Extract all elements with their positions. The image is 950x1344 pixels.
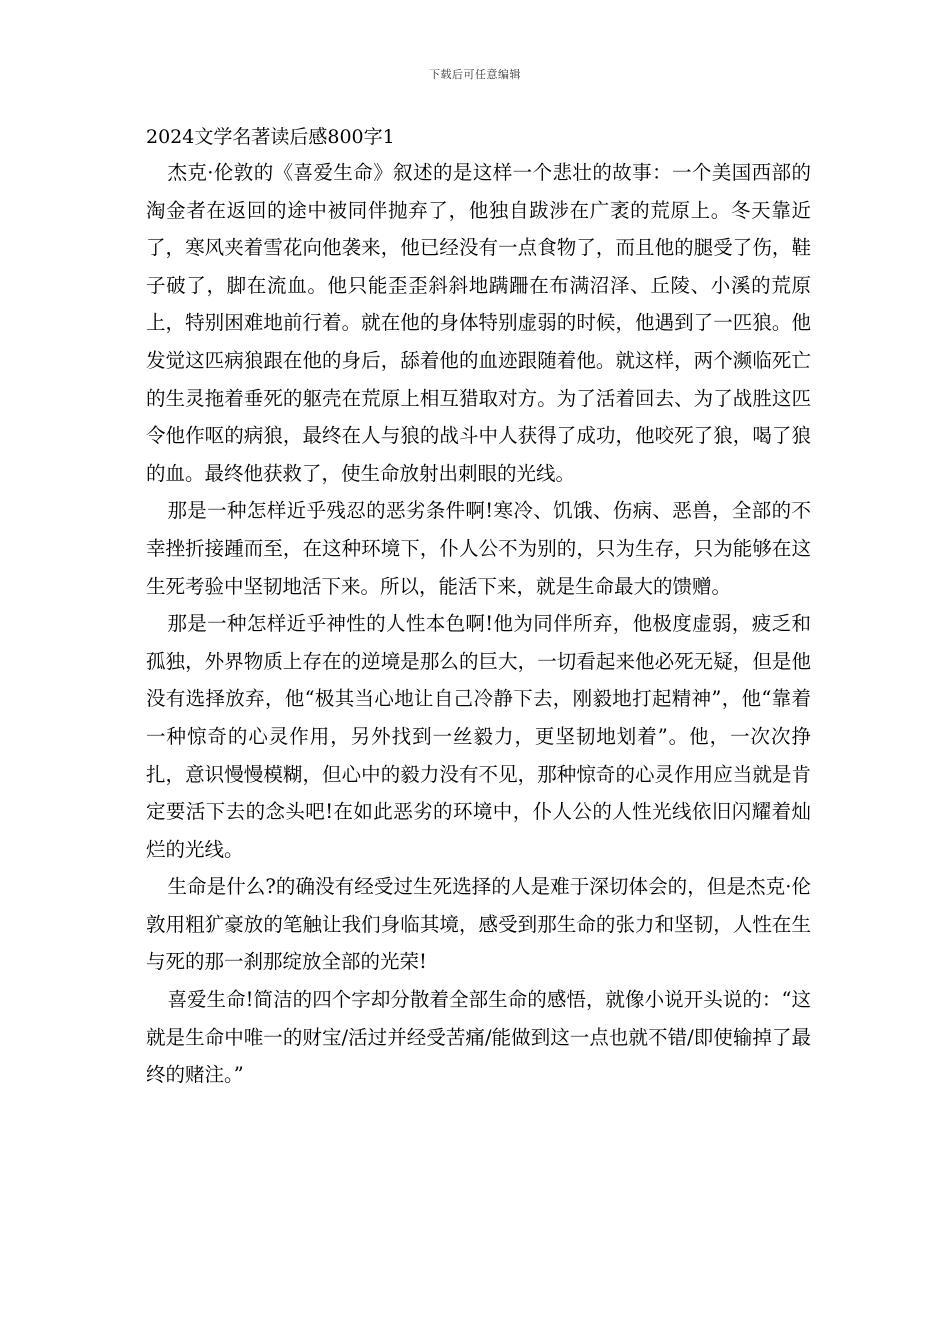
- paragraph-4: 生命是什么?的确没有经受过生死选择的人是难于深切体会的，但是杰克·伦敦用粗犷豪放的笔触让我们身临其境，感受到那生命的张力和坚韧，人性在生与死的那一刹那绽放全部的光荣!: [146, 875, 811, 974]
- paragraph-3: 那是一种怎样近乎神性的人性本色啊!他为同伴所弃，他极度虚弱，疲乏和孤独，外界物质上存在的逆境是那么的巨大，一切看起来他必死无疑，但是他没有选择放弃，他“极其当心地让自己冷静下去，刚毅地打起精神”，他“靠着一种惊奇的心灵作用，另外找到一丝毅力，更坚韧地划着”。他，一次次挣扎，意识慢慢模糊，但心中的毅力没有不见，那种惊奇的心灵作用应当就是肯定要活下去的念头吧!在如此恶劣的环境中，仆人公的人性光线依旧闪耀着灿烂的光线。: [146, 612, 811, 861]
- document-body: [146, 120, 811, 1094]
- paragraph-5: 喜爱生命!简洁的四个字却分散着全部生命的感悟，就像小说开头说的：“这就是生命中唯一的财宝/活过并经受苦痛/能做到这一点也就不错/即使输掉了最终的赌注。”: [146, 988, 811, 1087]
- document-title: 2024文学名著读后感800字1: [146, 126, 395, 148]
- paragraph-2: 那是一种怎样近乎残忍的恶劣条件啊!寒冷、饥饿、伤病、恶兽，全部的不幸挫折接踵而至，在这种环境下，仆人公不为别的，只为生存，只为能够在这生死考验中坚韧地活下来。所以，能活下来，就是生命最大的馈赠。: [146, 499, 811, 598]
- header-note: 下载后可任意编辑: [429, 68, 521, 81]
- paragraph-1: 杰克·伦敦的《喜爱生命》叙述的是这样一个悲壮的故事：一个美国西部的淘金者在返回的途中被同伴抛弃了，他独自跋涉在广袤的荒原上。冬天靠近了，寒风夹着雪花向他袭来，他已经没有一点食物了，而且他的腿受了伤，鞋子破了，脚在流血。他只能歪歪斜斜地蹒跚在布满沼泽、丘陵、小溪的荒原上，特别困难地前行着。就在他的身体特别虚弱的时候，他遇到了一匹狼。他发觉这匹病狼跟在他的身后，舔着他的血迹跟随着他。就这样，两个濒临死亡的生灵拖着垂死的躯壳在荒原上相互猎取对方。为了活着回去、为了战胜这匹令他作呕的病狼，最终在人与狼的战斗中人获得了成功，他咬死了狼，喝了狼的血。最终他获救了，使生命放射出刺眼的光线。: [146, 161, 811, 485]
